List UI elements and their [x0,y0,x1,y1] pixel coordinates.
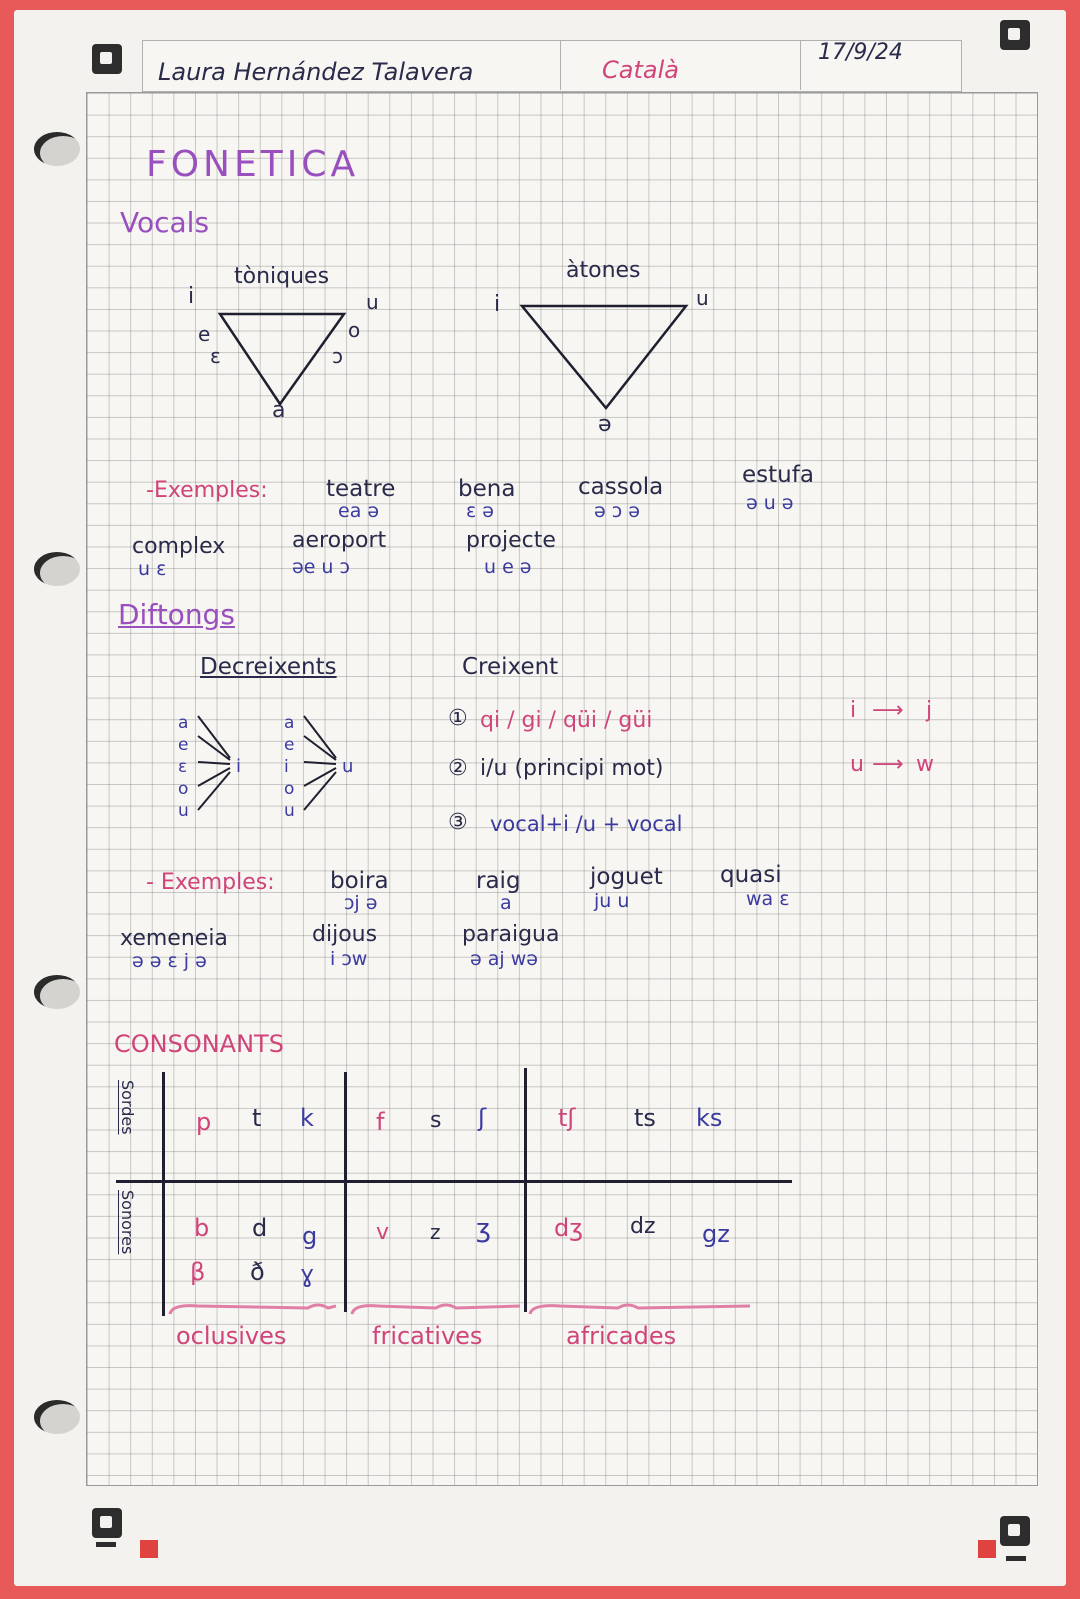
vowel-e: e [198,322,211,346]
consonant: z [430,1220,441,1244]
page-title: FONETICA [146,144,360,185]
example-ipa: i ɔw [330,948,368,970]
example-ipa: u ɛ [138,558,167,580]
red-square [140,1540,158,1558]
example-word: bena [458,476,516,502]
consonant: p [196,1108,212,1136]
mapping-to: j [926,698,933,723]
section-vocals: Vocals [120,206,210,239]
student-name: Laura Hernández Talavera [158,58,474,86]
mapping-to: w [916,752,934,777]
consonant: ts [634,1104,656,1132]
vowel-i: i [188,284,195,309]
mapping-from: i [850,698,857,723]
exemples-label: - Exemples: [146,870,275,895]
section-consonants: CONSONANTS [114,1030,284,1058]
consonant: k [300,1104,314,1132]
corner-mark-icon [1000,1516,1030,1546]
group-label: fricatives [372,1322,483,1350]
corner-bar [96,1542,116,1547]
toniques-label: tòniques [234,264,330,289]
consonant: d [252,1214,268,1242]
vowel-open-e: ɛ [210,344,221,368]
corner-mark-icon [92,44,122,74]
date: 17/9/24 [818,40,903,65]
example-ipa: ə aj wə [470,948,538,970]
corner-bar [1006,1556,1026,1561]
decreixent-target-u: u [342,756,354,777]
table-line [116,1180,792,1183]
example-ipa: ə ɔ ə [594,500,640,522]
rule-text: i/u (principi mot) [480,756,664,781]
group-label: africades [566,1322,677,1350]
ring-hole [34,552,80,586]
rule-number: ① [448,706,468,731]
example-ipa: ɛ ə [466,500,494,522]
example-word: complex [132,534,226,559]
example-ipa: u e ə [484,556,532,578]
mapping-from: u [850,752,864,777]
example-word: teatre [326,476,396,502]
consonant: ʃ [478,1104,487,1132]
toniques-triangle [218,312,348,412]
rule-text: vocal+i /u + vocal [490,812,683,836]
decreixent-vowels-left: a e ɛ o u [178,713,189,821]
decreixent-vowels-right: a e i o u [284,713,295,821]
example-ipa: a [500,892,512,914]
example-ipa: ea ə [338,500,380,522]
rule-number: ③ [448,810,468,835]
vowel-u: u [366,290,379,314]
atona-u: u [696,286,709,310]
example-word: boira [330,868,389,894]
atones-triangle [520,304,690,414]
consonant: ʒ [476,1214,492,1244]
decreixents-label: Decreixents [200,654,337,680]
consonant: ɣ [300,1260,315,1288]
consonant: t [252,1104,262,1132]
consonant: v [376,1220,390,1245]
consonant: β [190,1258,206,1286]
corner-mark-icon [1000,20,1030,50]
consonant: ks [696,1104,723,1132]
consonant: dz [630,1214,656,1239]
vowel-o: o [348,318,361,342]
ring-hole [34,132,80,166]
example-word: cassola [578,474,664,500]
converging-arrows [196,714,236,824]
ring-hole [34,975,80,1009]
section-diftongs: Diftongs [118,598,235,631]
table-line [162,1072,165,1316]
header-divider [800,40,801,90]
arrow-right-icon: ⟶ [872,752,904,777]
red-square [978,1540,996,1558]
example-ipa: ju u [594,890,630,912]
consonant: s [430,1108,442,1133]
ring-hole [34,1400,80,1434]
example-ipa: wa ɛ [746,888,790,910]
atona-schwa: ə [598,412,612,437]
example-word: xemeneia [120,926,228,951]
consonant: ð [250,1258,265,1286]
example-word: aeroport [292,528,387,553]
corner-mark-icon [92,1508,122,1538]
example-ipa: əe u ɔ [292,556,350,578]
example-word: dijous [312,922,378,947]
consonant: g [302,1222,318,1250]
example-ipa: ə ə ɛ j ə [132,950,207,972]
atones-label: àtones [566,258,641,283]
decreixent-target-i: i [236,756,242,777]
table-line [524,1068,527,1312]
consonant: tʃ [558,1104,576,1132]
example-word: paraigua [462,922,560,947]
consonant: f [376,1108,385,1136]
consonant: dʒ [554,1214,584,1242]
subject: Català [602,56,679,84]
consonant: b [194,1214,210,1242]
row-label-sordes: Sordes [118,1080,137,1135]
example-ipa: ɔj ə [344,892,378,914]
example-word: projecte [466,528,556,553]
example-word: raig [476,868,521,894]
example-ipa: ə u ə [746,492,794,514]
table-line [344,1072,347,1312]
atona-i: i [494,292,501,317]
arrow-right-icon: ⟶ [872,698,904,723]
consonant: gz [702,1220,730,1248]
rule-number: ② [448,756,468,781]
row-label-sonores: Sonores [118,1190,137,1255]
rule-text: qi / gi / qüi / güi [480,708,653,733]
converging-arrows [302,714,342,824]
vowel-a: a [272,398,286,423]
header-divider [560,40,561,90]
example-word: joguet [590,864,663,890]
vowel-open-o: ɔ [332,344,343,368]
creixent-label: Creixent [462,654,559,680]
example-word: estufa [742,462,814,488]
example-word: quasi [720,862,782,888]
group-label: oclusives [176,1322,287,1350]
exemples-label: -Exemples: [146,478,268,503]
